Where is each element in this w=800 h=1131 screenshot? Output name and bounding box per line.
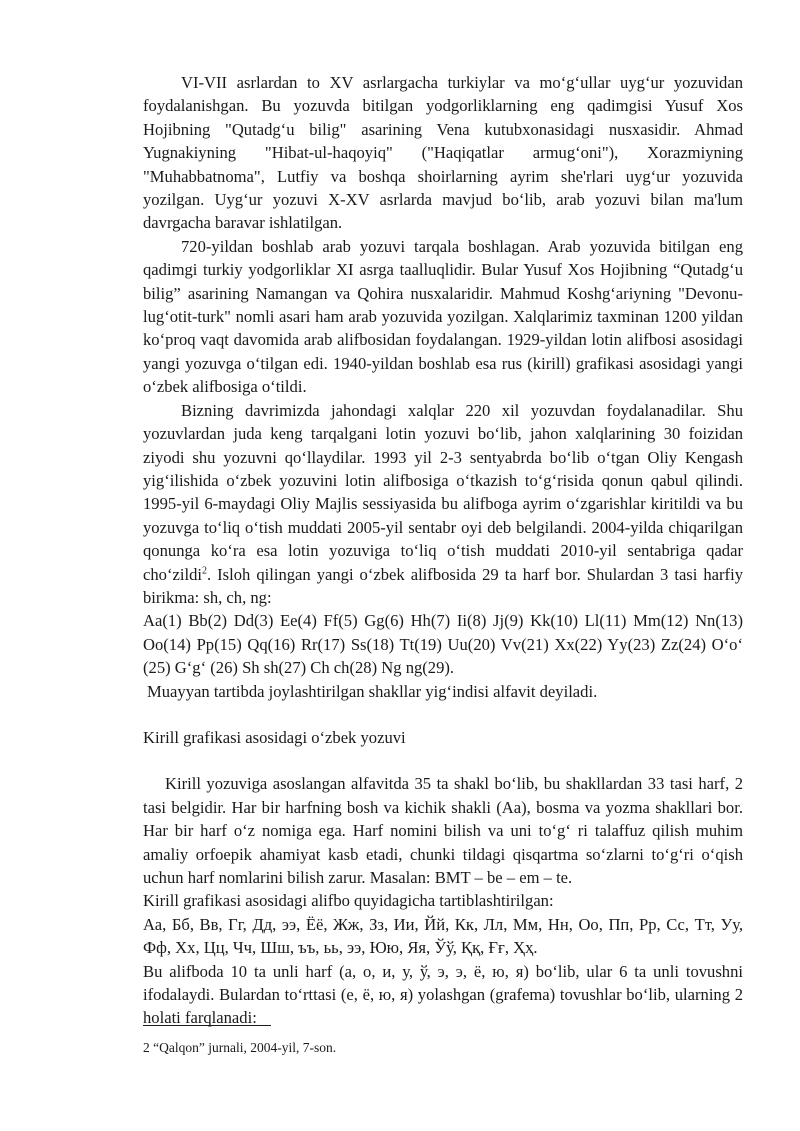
latin-alphabet-list: Aa(1) Bb(2) Dd(3) Ee(4) Ff(5) Gg(6) Hh(7) Ii(8) Jj(9) Kk(10) Ll(11) Mm(12) Nn(13) Oo(14) Pp(15) Qq(16) Rr(17) Ss(18) Tt(19) Uu(20) Vv(21) Xx(22) Yy(23) Zz(24) O‘o‘ (25) G‘g‘ (26) Sh sh(27) Ch ch(28) Ng ng(29). <box>143 611 743 678</box>
footnote-divider <box>143 1025 271 1026</box>
body-text <box>143 71 743 1030</box>
paragraph-arabic-script: 720-yildan boshlab arab yozuvi tarqala boshlagan. Arab yozuvida bitilgan eng qadimgi turkiy yodgorliklar XI asrga taalluqlidir. Bular Yusuf Xos Hojibning “Qutadg‘u bilig” asarining Namangan va Qohira nusxalaridir. Mahmud Koshg‘ariyning "Devonu-lug‘otit-turk" nomli asari ham arab yozuvida yozilgan. Xalqlarimiz taxminan 1200 yildan ko‘proq vaqt davomida arab alifbosidan foydalangan. 1929-yildan lotin alifbosi asosidagi yangi yozuvga o‘tilgan edi. 1940-yildan boshlab esa rus (kirill) grafikasi asosidagi yangi o‘zbek alifbosiga o‘tildi. <box>143 236 743 397</box>
paragraph-cyrillic-order: Kirill grafikasi asosidagi alifbo quyidagicha tartiblashtirilgan: <box>143 891 554 911</box>
section-heading: Kirill grafikasi asosidagi o‘zbek yozuvi <box>143 727 406 747</box>
paragraph-latin-script <box>143 399 743 610</box>
cyrillic-alphabet-list: Аа, Бб, Вв, Гг, Дд, ээ, Ёё, Жж, Зз, Ии, Йй, Кк, Лл, Мм, Нн, Оо, Пп, Рр, Сс, Тт, Уу, Фф, Хх, Цц, Чч, Шш, ъъ, ьь, ээ, Юю, Яя, Ўў, Ққ, Ғғ, Ҳҳ. <box>143 914 743 958</box>
paragraph-uyghur-script: VI-VII asrlardan to XV asrlargacha turkiylar va mo‘g‘ullar uyg‘ur yozuvidan foydalanishgan. Bu yozuvda bitilgan yodgorliklarning eng qadimgisi Yusuf Xos Hojibning "Qutadg‘u bilig" asarining Vena kutubxonasidagi nusxasidir. Ahmad Yugnakiyning "Hibat-ul-haqoyiq" ("Haqiqatlar armug‘oni"), Xorazmiyning "Muhabbatnoma", Lutfiy va boshqa shoirlarning ayrim she'rlari uyg‘ur yozuvida yozilgan. Uyg‘ur yozuvi X-XV asrlarda mavjud bo‘lib, arab yozuvi bilan ma'lum davrgacha baravar ishlatilgan. <box>143 73 743 233</box>
paragraph-latin-main: Bizning davrimizda jahondagi xalqlar 220 xil yozuvdan foydalanadilar. Shu yozuvlardan juda keng tarqalgani lotin yozuvi bo‘lib, jahon xalqlarining 30 foizidan ziyodi shu yozuvni qo‘llaydilar. 1993 yil 2-3 sentyabrda bo‘lib o‘tgan Oliy Kengash yig‘ilishida o‘zbek yozuvini lotin alifbosiga o‘tkazish to‘g‘risida qonun qabul qilindi. 1995-yil 6-maydagi Oliy Majlis sessiyasida bu alifboga ayrim o‘zgarishlar kiritildi va bu yozuvga to‘liq o‘tish muddati 2005-yil sentabr oyi deb belgilandi. 2004-yilda chiqarilgan qonunga ko‘ra esa lotin yozuviga to‘liq o‘tish muddati 2010-yil sentabriga qadar cho‘zildi <box>143 400 743 584</box>
paragraph-vowels: Bu alifboda 10 ta unli harf (а, о, и, у, ў, э, э, ё, ю, я) bo‘lib, ular 6 ta unli tovushni ifodalaydi. Bulardan to‘rttasi (е, ё, ю, я) yolashgan (grafema) tovushlar bo‘lib, ularning 2 holati farqlanadi: <box>143 961 743 1028</box>
paragraph-cyrillic-alphabet: Kirill yozuviga asoslangan alfavitda 35 ta shakl bo‘lib, bu shakllardan 33 tasi harf, 2 tasi belgidir. Har bir harfning bosh va kichik shakli (Aa), bosma va yozma shakllari bor. Har bir harf o‘z nomiga ega. Harf nomini bilish va uni to‘g‘ ri talaffuz qilish muhim amaliy orfoepik ahamiyat kasb etadi, chunki tildagi qisqartma so‘zlarni to‘g‘ri o‘qish uchun harf nomlarini bilish zarur. Masalan: BMT – be – em – te. <box>143 774 743 887</box>
spacer <box>143 703 743 726</box>
spacer <box>143 749 743 772</box>
alphabet-definition: Muayyan tartibda joylashtirilgan shakllar yig‘indisi alfavit deyiladi. <box>147 681 598 701</box>
footnote: 2 “Qalqon” jurnali, 2004-yil, 7-son. <box>143 1040 337 1055</box>
paragraph-latin-tail: . Isloh qilingan yangi o‘zbek alifbosida 29 ta harf bor. Shulardan 3 tasi harfiy birikma: sh, ch, ng: <box>143 564 743 607</box>
footnote-reference: 2 <box>201 565 207 576</box>
